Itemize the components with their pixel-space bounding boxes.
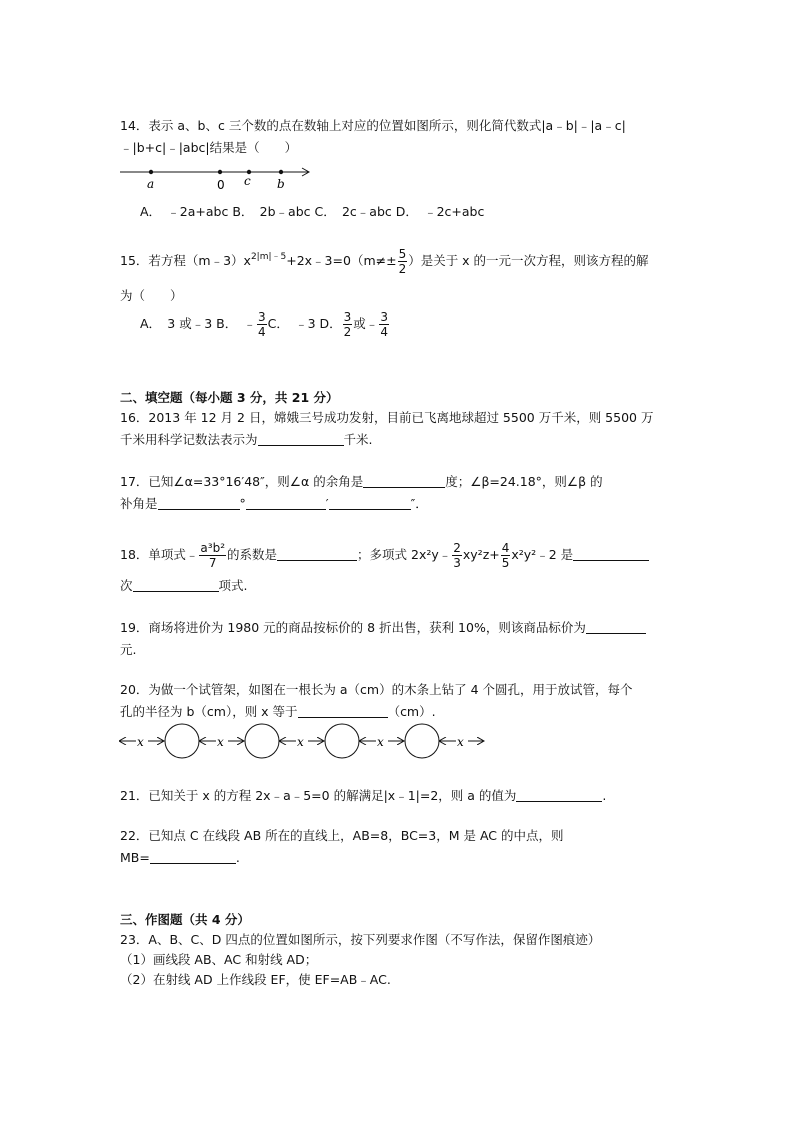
section3-title: 三、作图题（共 4 分） [120, 912, 250, 927]
frac-num: 2 [453, 541, 461, 555]
frac-den: 3 [453, 556, 461, 570]
q20-text2: （cm）. [387, 704, 436, 719]
q18-coefficient-blank[interactable] [277, 547, 357, 561]
hole-2 [245, 724, 279, 758]
x-label: x [137, 735, 144, 749]
frac-den: 4 [380, 325, 388, 339]
q15-optD-fraction2 [379, 310, 389, 339]
q20-x-blank[interactable] [298, 704, 388, 718]
label-zero: 0 [217, 178, 225, 192]
q15-optA: A． 3 或﹣3 B． ﹣ [140, 316, 256, 331]
x-label: x [297, 735, 304, 749]
x-label: x [217, 735, 224, 749]
q15-optB-fraction [257, 310, 267, 339]
q17-second-blank[interactable] [329, 496, 411, 510]
section2-title: 二、填空题（每小题 3 分，共 21 分） [120, 390, 339, 405]
q15-line1 [120, 246, 649, 276]
q15-optC: C． ﹣3 D． [267, 316, 342, 331]
q18-monomial-fraction [199, 541, 226, 570]
q18-line1 [120, 538, 649, 572]
q19-line1 [120, 620, 646, 636]
q19-text: 19．商场将进价为 1980 元的商品按标价的 8 折出售，获利 10%，则该商品标价为 [120, 620, 586, 635]
q21-text: 21．已知关于 x 的方程 2x﹣a﹣5=0 的解满足|x﹣1|=2，则 a 的值为 [120, 788, 517, 803]
q18-text2: 项式. [218, 578, 248, 593]
q23-line1: 23．A、B、C、D 四点的位置如图所示，按下列要求作图（不写作法，保留作图痕迹） [120, 932, 601, 947]
q18-terms-blank[interactable] [133, 578, 219, 592]
q22-line1: 22．已知点 C 在线段 AB 所在的直线上，AB=8，BC=3，M 是 AC 的中点，则 [120, 828, 564, 843]
q15-frac-den: 2 [398, 262, 407, 276]
q15-options [140, 308, 390, 340]
q17-text2: 度；∠β=24.18°，则∠β 的 [445, 474, 603, 489]
frac-num: 4 [501, 541, 510, 555]
q17-complement-blank[interactable] [363, 474, 445, 488]
q17-text: 17．已知∠α=33°16′48″，则∠α 的余角是 [120, 474, 364, 489]
q21-text2: . [602, 788, 607, 803]
q17-line1 [120, 474, 603, 490]
q23-sub2: （2）在射线 AD 上作线段 EF，使 EF=AB﹣AC. [120, 972, 391, 987]
frac-num: 3 [257, 310, 266, 324]
q18-pre: 18．单项式﹣ [120, 547, 199, 562]
q15-pre: 15．若方程（m﹣3）x [120, 253, 251, 268]
hole-3 [325, 724, 359, 758]
q17-text3: 补角是 [120, 496, 158, 511]
q16-unit: 千米. [343, 432, 373, 447]
q20-text: 孔的半径为 b（cm），则 x 等于 [120, 704, 298, 719]
q18-mid2: ；多项式 2x²y﹣ [357, 547, 452, 562]
point-b [279, 170, 283, 174]
q18-mid3: xy²z+ [462, 547, 500, 562]
q18-fraction3 [501, 541, 511, 570]
q16-line1: 16．2013 年 12 月 2 日，嫦娥三号成功发射，目前已飞离地球超过 5500 万千米，则 5500 万 [120, 410, 654, 425]
x-label: x [377, 735, 384, 749]
frac-den: 7 [208, 556, 217, 570]
frac-num: 3 [380, 310, 388, 324]
gap-4 [360, 733, 404, 749]
q18-degree-blank[interactable] [573, 547, 649, 561]
point-a [149, 170, 153, 174]
label-c: c [244, 174, 251, 188]
number-line-figure [118, 162, 318, 194]
q15-mid: +2x﹣3=0（m≠± [286, 253, 397, 268]
q15-optD-or: 或﹣ [353, 316, 379, 331]
frac-num: a³b² [200, 541, 225, 555]
q19-line2: 元. [120, 642, 137, 657]
q17-line2 [120, 496, 428, 512]
q15-exponent: 2|m|﹣5 [250, 252, 287, 262]
q16-answer-blank[interactable] [258, 432, 344, 446]
hole-1 [165, 724, 199, 758]
q16-text: 千米用科学记数法表示为 [120, 432, 258, 447]
q18-mid: 的系数是 [227, 547, 278, 562]
q14-line2: ﹣|b+c|﹣|abc|结果是（ ） [120, 140, 298, 155]
frac-den: 2 [343, 325, 352, 339]
q20-line2 [120, 704, 436, 720]
q15-optD-fraction1 [343, 310, 353, 339]
q14-options: A． ﹣2a+abc B． 2b﹣abc C． 2c﹣abc D． ﹣2c+abc [140, 204, 485, 219]
q14-line1: 14．表示 a、b、c 三个数的点在数轴上对应的位置如图所示，则化简代数式|a﹣b|﹣|a﹣c| [120, 118, 626, 133]
q18-text: 次 [120, 578, 133, 593]
frac-den: 4 [257, 325, 266, 339]
q16-line2 [120, 432, 373, 448]
q18-mid4: x²y²﹣2 是 [511, 547, 574, 562]
x-label: x [457, 735, 464, 749]
q22-text2: . [235, 850, 240, 865]
q21-line [120, 788, 606, 804]
q20-line1: 20．为做一个试管架，如图在一根长为 a（cm）的木条上钻了 4 个圆孔，用于放试管，每个 [120, 682, 633, 697]
q17-deg: ° [239, 496, 246, 511]
q22-line2 [120, 850, 240, 866]
hole-4 [405, 724, 439, 758]
label-b: b [277, 177, 285, 191]
label-a: a [147, 177, 155, 191]
point-zero [218, 170, 222, 174]
gap-2 [200, 733, 244, 749]
frac-den: 5 [501, 556, 510, 570]
test-tube-rack-figure [118, 722, 488, 762]
q15-frac-num: 5 [398, 247, 407, 261]
q15-fraction [398, 247, 408, 276]
q15-line2: 为（ ） [120, 288, 183, 303]
q18-fraction2 [452, 541, 462, 570]
q15-post: ）是关于 x 的一元一次方程，则该方程的解 [408, 253, 649, 268]
q18-line2 [120, 578, 248, 594]
q22-mb-blank[interactable] [150, 850, 236, 864]
q17-sec: ″． [410, 496, 428, 511]
gap-5 [440, 733, 484, 749]
q17-min: ′ [325, 496, 329, 511]
q17-degree-blank[interactable] [158, 496, 240, 510]
frac-num: 3 [343, 310, 352, 324]
q21-a-blank[interactable] [516, 788, 602, 802]
q19-price-blank[interactable] [586, 620, 646, 634]
q23-sub1: （1）画线段 AB、AC 和射线 AD； [120, 952, 318, 967]
gap-1 [120, 733, 164, 749]
q17-minute-blank[interactable] [246, 496, 326, 510]
q22-text: MB= [120, 850, 150, 865]
gap-3 [280, 733, 324, 749]
